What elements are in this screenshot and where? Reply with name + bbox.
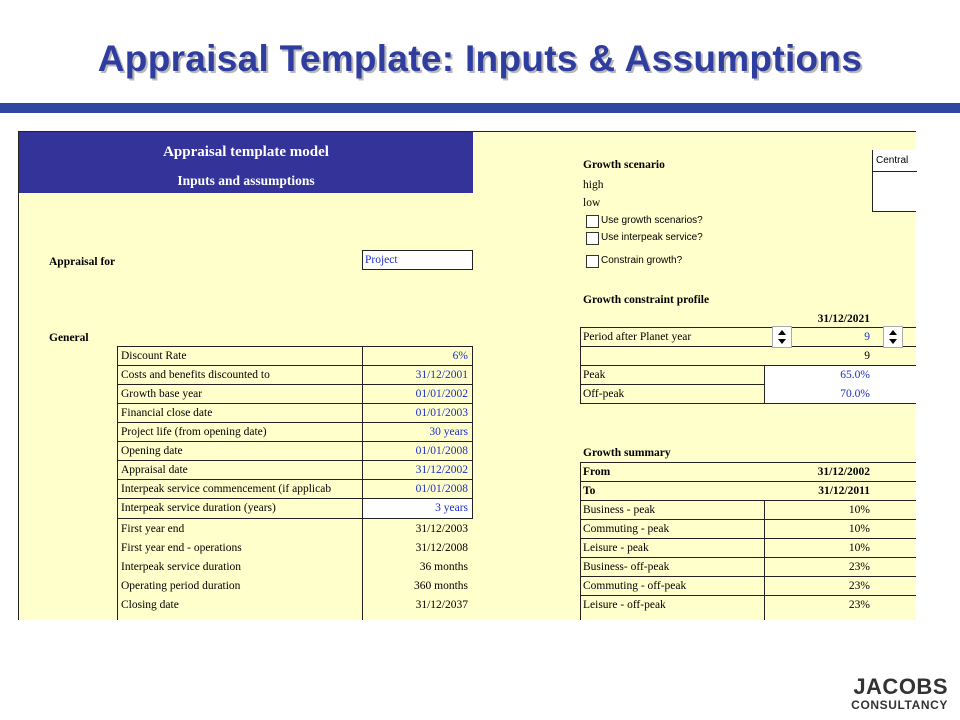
use-interpeak-service-label: Use interpeak service?	[601, 232, 703, 243]
constraint-row-value[interactable]: 70.0%	[840, 388, 870, 400]
summary-row-value: 23%	[848, 580, 870, 592]
use-growth-scenarios-checkbox[interactable]	[586, 215, 599, 228]
general-row-value: 360 months	[414, 580, 468, 592]
summary-row-value: 10%	[848, 542, 870, 554]
spreadsheet	[18, 131, 916, 620]
general-row-value: 36 months	[419, 561, 468, 573]
title-rule	[0, 103, 960, 113]
general-row-value[interactable]: 01/01/2008	[415, 445, 468, 457]
general-row-value[interactable]: 6%	[452, 350, 468, 362]
general-row-label: Appraisal date	[121, 464, 188, 476]
constraint-profile-label: Growth constraint profile	[583, 294, 710, 306]
use-interpeak-service-checkbox[interactable]	[586, 232, 599, 245]
constraint-row-value[interactable]: 9	[864, 331, 870, 343]
general-row-label: Project life (from opening date)	[121, 426, 267, 438]
summary-row-label: Leisure - off-peak	[583, 599, 666, 611]
summary-row-label: Business - peak	[583, 504, 656, 516]
general-row-value[interactable]: 01/01/2003	[415, 407, 468, 419]
general-row-label: Financial close date	[121, 407, 213, 419]
constraint-row-label: Off-peak	[583, 388, 625, 400]
summary-row-label: Leisure - peak	[583, 542, 649, 554]
general-row-label: Discount Rate	[121, 350, 187, 362]
constrain-growth-label: Constrain growth?	[601, 255, 683, 266]
summary-row-label: Business- off-peak	[583, 561, 670, 573]
general-row-label: Opening date	[121, 445, 183, 457]
general-row-value[interactable]: 31/12/2001	[415, 369, 468, 381]
period-spinner-2[interactable]	[883, 326, 903, 348]
growth-scenario-option: low	[583, 197, 601, 209]
constraint-row-value[interactable]: 65.0%	[840, 369, 870, 381]
summary-to-value: 31/12/2011	[818, 485, 870, 497]
summary-row-value: 23%	[848, 561, 870, 573]
general-row-value: 31/12/2003	[415, 523, 468, 535]
logo-line1: JACOBS	[853, 674, 948, 699]
use-growth-scenarios-label: Use growth scenarios?	[601, 215, 703, 226]
general-row-value[interactable]: 01/01/2002	[415, 388, 468, 400]
growth-scenario-option: high	[583, 179, 604, 191]
general-row-value[interactable]: 30 years	[429, 426, 468, 438]
model-title: Appraisal template model	[163, 144, 329, 160]
appraisal-for-value: Project	[365, 254, 398, 266]
summary-row-value: 10%	[848, 523, 870, 535]
general-row-label: Operating period duration	[121, 580, 241, 592]
slide-title: Appraisal Template: Inputs & Assumptions	[97, 38, 863, 79]
period-spinner[interactable]	[772, 326, 792, 348]
general-row-label: Growth base year	[121, 388, 203, 400]
summary-to-label: To	[583, 485, 596, 497]
general-row-label: Interpeak service duration (years)	[121, 502, 276, 514]
appraisal-for-input[interactable]	[362, 250, 473, 270]
appraisal-for-label: Appraisal for	[49, 256, 116, 268]
model-subtitle: Inputs and assumptions	[177, 173, 315, 188]
growth-scenario-dropdown[interactable]	[872, 150, 916, 212]
summary-row-label: Commuting - off-peak	[583, 580, 687, 592]
constraint-row-label: Period after Planet year	[583, 331, 692, 343]
general-row-label: Interpeak service duration	[121, 561, 242, 573]
jacobs-logo	[851, 676, 948, 712]
summary-row-value: 23%	[848, 599, 870, 611]
growth-summary-label: Growth summary	[583, 447, 671, 459]
general-row-value[interactable]: 31/12/2002	[415, 464, 468, 476]
general-row-value[interactable]: 01/01/2008	[415, 483, 468, 495]
growth-scenario-label: Growth scenario	[583, 159, 665, 171]
general-row-value: 31/12/2008	[415, 542, 468, 554]
general-row-label: Costs and benefits discounted to	[121, 369, 270, 381]
general-label: General	[49, 332, 89, 344]
summary-from-value: 31/12/2002	[817, 466, 870, 478]
summary-row-value: 10%	[848, 504, 870, 516]
constraint-date: 31/12/2021	[817, 313, 870, 325]
general-row-value[interactable]: 3 years	[435, 502, 468, 514]
growth-scenario-selected: Central	[876, 155, 909, 166]
model-header	[19, 132, 473, 193]
logo-line2: CONSULTANCY	[851, 698, 948, 712]
constraint-row-value: 9	[864, 350, 870, 362]
general-row-label: Interpeak service commencement (if applicab	[121, 483, 332, 495]
summary-from-label: From	[583, 466, 611, 478]
general-row-label: Closing date	[121, 599, 179, 611]
general-row-label: First year end	[121, 523, 185, 535]
general-row-label: First year end - operations	[121, 542, 242, 554]
summary-row-label: Commuting - peak	[583, 523, 670, 535]
constraint-row-label: Peak	[583, 369, 606, 381]
constrain-growth-checkbox[interactable]	[586, 255, 599, 268]
general-row-value: 31/12/2037	[415, 599, 468, 611]
